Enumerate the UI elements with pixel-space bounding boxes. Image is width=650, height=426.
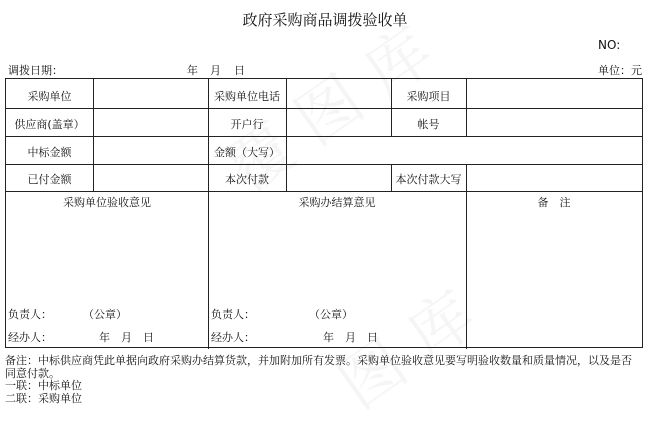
- responsible-label: 负责人：: [211, 308, 255, 321]
- office-opinion-heading: 采购办结算意见: [298, 196, 376, 209]
- current-payment-words-label: 本次付款大写: [395, 173, 462, 186]
- acceptance-form-table: [5, 78, 643, 348]
- date-year: 年: [187, 64, 198, 77]
- purchaser-phone-label: 采购单位电话: [214, 90, 280, 103]
- supplier-label: 供应商(盖章）: [14, 118, 85, 131]
- date-month: 月: [210, 64, 221, 77]
- sign-year: 年: [323, 331, 334, 344]
- paid-amount-label: 已付金额: [27, 173, 72, 186]
- footer-note: 备注：中标供应商凭此单据向政府采购办结算货款，并加附加所有发票。采购单位验收意见要写明验收数量和质量情况，以及是否同意付款。: [5, 354, 632, 380]
- purchaser-label: 采购单位: [27, 90, 72, 103]
- sign-day: 日: [367, 331, 378, 344]
- sign-day: 日: [143, 331, 154, 344]
- unit-label: 单位：元: [598, 64, 642, 77]
- sign-year: 年: [99, 331, 110, 344]
- date-label: 调拨日期：: [8, 64, 63, 77]
- page-title: 政府采购商品调拨验收单: [242, 11, 408, 29]
- handler-label: 经办人：: [8, 331, 52, 344]
- account-label: 帐号: [417, 118, 440, 131]
- sign-month: 月: [121, 331, 132, 344]
- purchaser-opinion-heading: 采购单位验收意见: [63, 196, 151, 209]
- date-day: 日: [234, 64, 245, 77]
- copy1-label: 一联：中标单位: [5, 379, 82, 392]
- handler-label: 经办人：: [211, 331, 255, 344]
- seal-label: （公章）: [309, 308, 353, 321]
- bank-label: 开户行: [230, 118, 264, 131]
- purchase-item-label: 采购项目: [406, 90, 451, 103]
- copy2-label: 二联：采购单位: [5, 392, 82, 405]
- remarks-heading: 备 注: [537, 196, 571, 209]
- winning-amount-label: 中标金额: [27, 146, 72, 159]
- responsible-label: 负责人：: [8, 308, 52, 321]
- amount-words-label: 金额（大写）: [214, 146, 280, 159]
- seal-label: （公章）: [83, 308, 127, 321]
- number-label: NO:: [598, 38, 621, 52]
- sign-month: 月: [345, 331, 356, 344]
- current-payment-label: 本次付款: [225, 173, 269, 186]
